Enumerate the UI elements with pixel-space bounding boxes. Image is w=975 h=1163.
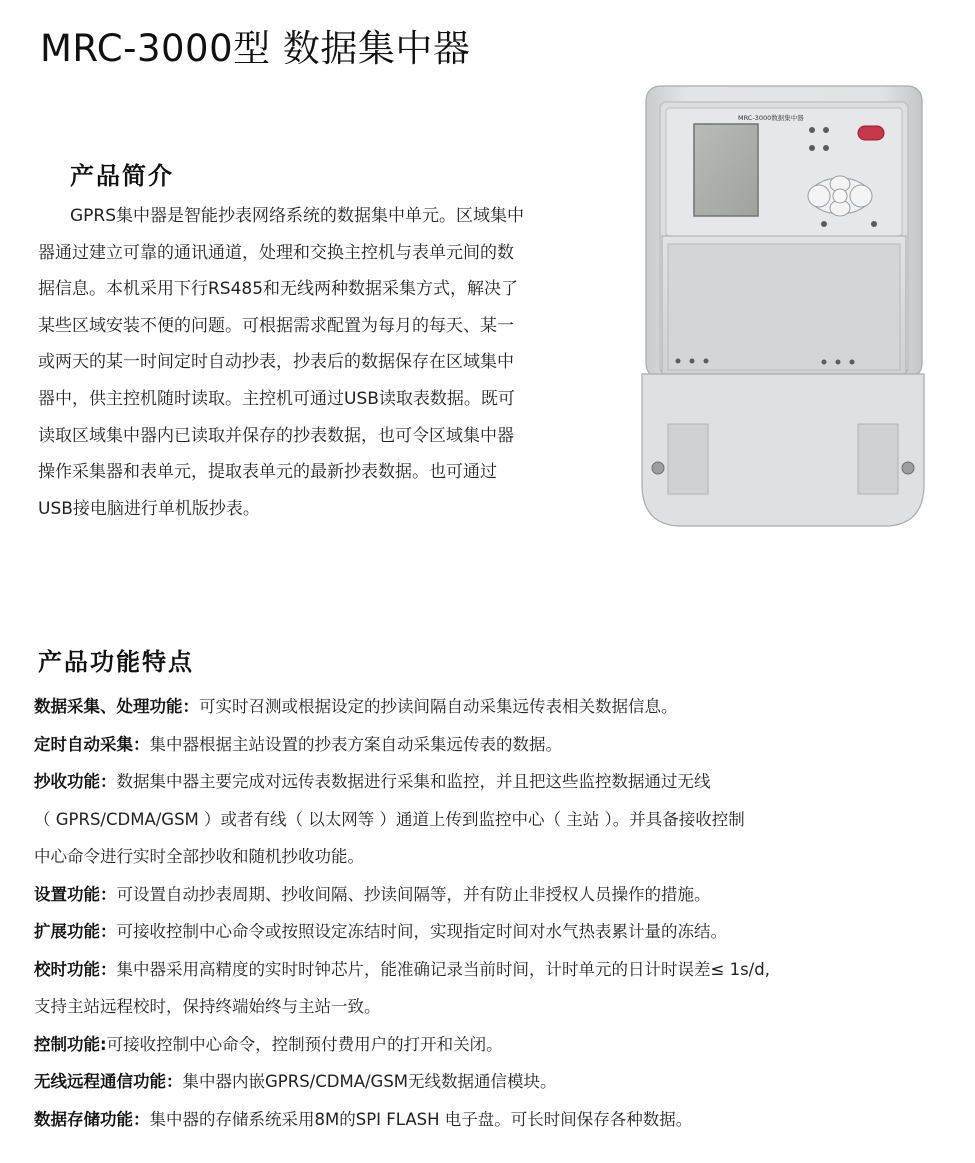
feature-key: 无线远程通信功能： bbox=[34, 1072, 183, 1091]
intro-line: 据信息。本机采用下行RS485和无线两种数据采集方式，解决了 bbox=[38, 279, 519, 300]
feature-item bbox=[34, 913, 934, 951]
feature-text: 数据集中器主要完成对远传表数据进行采集和监控，并且把这些监控数据通过无线 bbox=[116, 772, 711, 791]
intro-paragraph bbox=[38, 198, 573, 527]
feature-item bbox=[34, 1063, 934, 1101]
page-title: MRC-3000型 数据集中器 bbox=[40, 27, 471, 70]
intro-heading: 产品简介 bbox=[70, 162, 174, 190]
feature-item bbox=[34, 988, 934, 1026]
device-photo bbox=[638, 84, 928, 529]
feature-text: 可接收控制中心命令或按照设定冻结时间，实现指定时间对水气热表累计量的冻结。 bbox=[116, 922, 727, 941]
feature-key: 定时自动采集： bbox=[34, 734, 150, 754]
feature-text: 集中器采用高精度的实时时钟芯片，能准确记录当前时间，计时单元的日计时误差≤ 1s/d, bbox=[116, 959, 770, 979]
feature-key: 数据采集、处理功能： bbox=[34, 697, 199, 716]
feature-item bbox=[34, 726, 934, 764]
feature-item bbox=[34, 838, 934, 876]
features-heading: 产品功能特点 bbox=[38, 648, 194, 676]
feature-key: 校时功能： bbox=[34, 959, 117, 979]
feature-item bbox=[34, 1026, 934, 1064]
feature-key: 数据存储功能： bbox=[34, 1109, 150, 1129]
features-list bbox=[34, 688, 934, 1138]
intro-line: 操作采集器和表单元，提取表单元的最新抄表数据。也可通过 bbox=[38, 462, 497, 483]
device-panel-label: MRC-3000数据集中器 bbox=[738, 114, 804, 122]
intro-line: 读取区域集中器内已读取并保存的抄表数据，也可令区域集中器 bbox=[38, 425, 514, 446]
intro-line: USB接电脑进行单机版抄表。 bbox=[38, 498, 260, 519]
feature-item bbox=[34, 801, 934, 839]
feature-key: 设置功能： bbox=[34, 884, 117, 904]
feature-item bbox=[34, 763, 934, 801]
feature-item bbox=[34, 876, 934, 914]
feature-item bbox=[34, 951, 934, 989]
feature-text: 集中器根据主站设置的抄表方案自动采集远传表的数据。 bbox=[149, 734, 562, 754]
feature-item bbox=[34, 688, 934, 726]
feature-text: （ GPRS/CDMA/GSM ）或者有线（ 以太网等 ）通道上传到监控中心（ 主站 ）。并具备接收控制 bbox=[34, 809, 745, 829]
feature-text: 中心命令进行实时全部抄收和随机抄收功能。 bbox=[34, 847, 364, 866]
feature-text: 支持主站远程校时，保持终端始终与主站一致。 bbox=[34, 997, 381, 1016]
intro-line: GPRS集中器是智能抄表网络系统的数据集中单元。区域集中 bbox=[70, 206, 525, 226]
feature-text: 集中器的存储系统采用8M的SPI FLASH 电子盘。可长时间保存各种数据。 bbox=[149, 1109, 693, 1129]
intro-line: 某些区域安装不便的问题。可根据需求配置为每月的每天、某一 bbox=[38, 315, 514, 336]
intro-line: 器中，供主控机随时读取。主控机可通过USB读取表数据。既可 bbox=[38, 388, 515, 409]
intro-line: 器通过建立可靠的通讯通道，处理和交换主控机与表单元间的数 bbox=[38, 242, 514, 263]
feature-text: 集中器内嵌GPRS/CDMA/GSM无线数据通信模块。 bbox=[182, 1072, 557, 1091]
feature-item bbox=[34, 1101, 934, 1139]
feature-text: 可实时召测或根据设定的抄读间隔自动采集远传表相关数据信息。 bbox=[199, 697, 678, 716]
intro-line: 或两天的某一时间定时自动抄表，抄表后的数据保存在区域集中 bbox=[38, 352, 514, 373]
feature-text: 可设置自动抄表周期、抄收间隔、抄读间隔等，并有防止非授权人员操作的措施。 bbox=[116, 884, 711, 904]
feature-key: 控制功能: bbox=[34, 1034, 107, 1054]
feature-key: 扩展功能： bbox=[34, 922, 117, 941]
feature-key: 抄收功能： bbox=[34, 772, 117, 791]
feature-text: 可接收控制中心命令，控制预付费用户的打开和关闭。 bbox=[106, 1034, 503, 1054]
